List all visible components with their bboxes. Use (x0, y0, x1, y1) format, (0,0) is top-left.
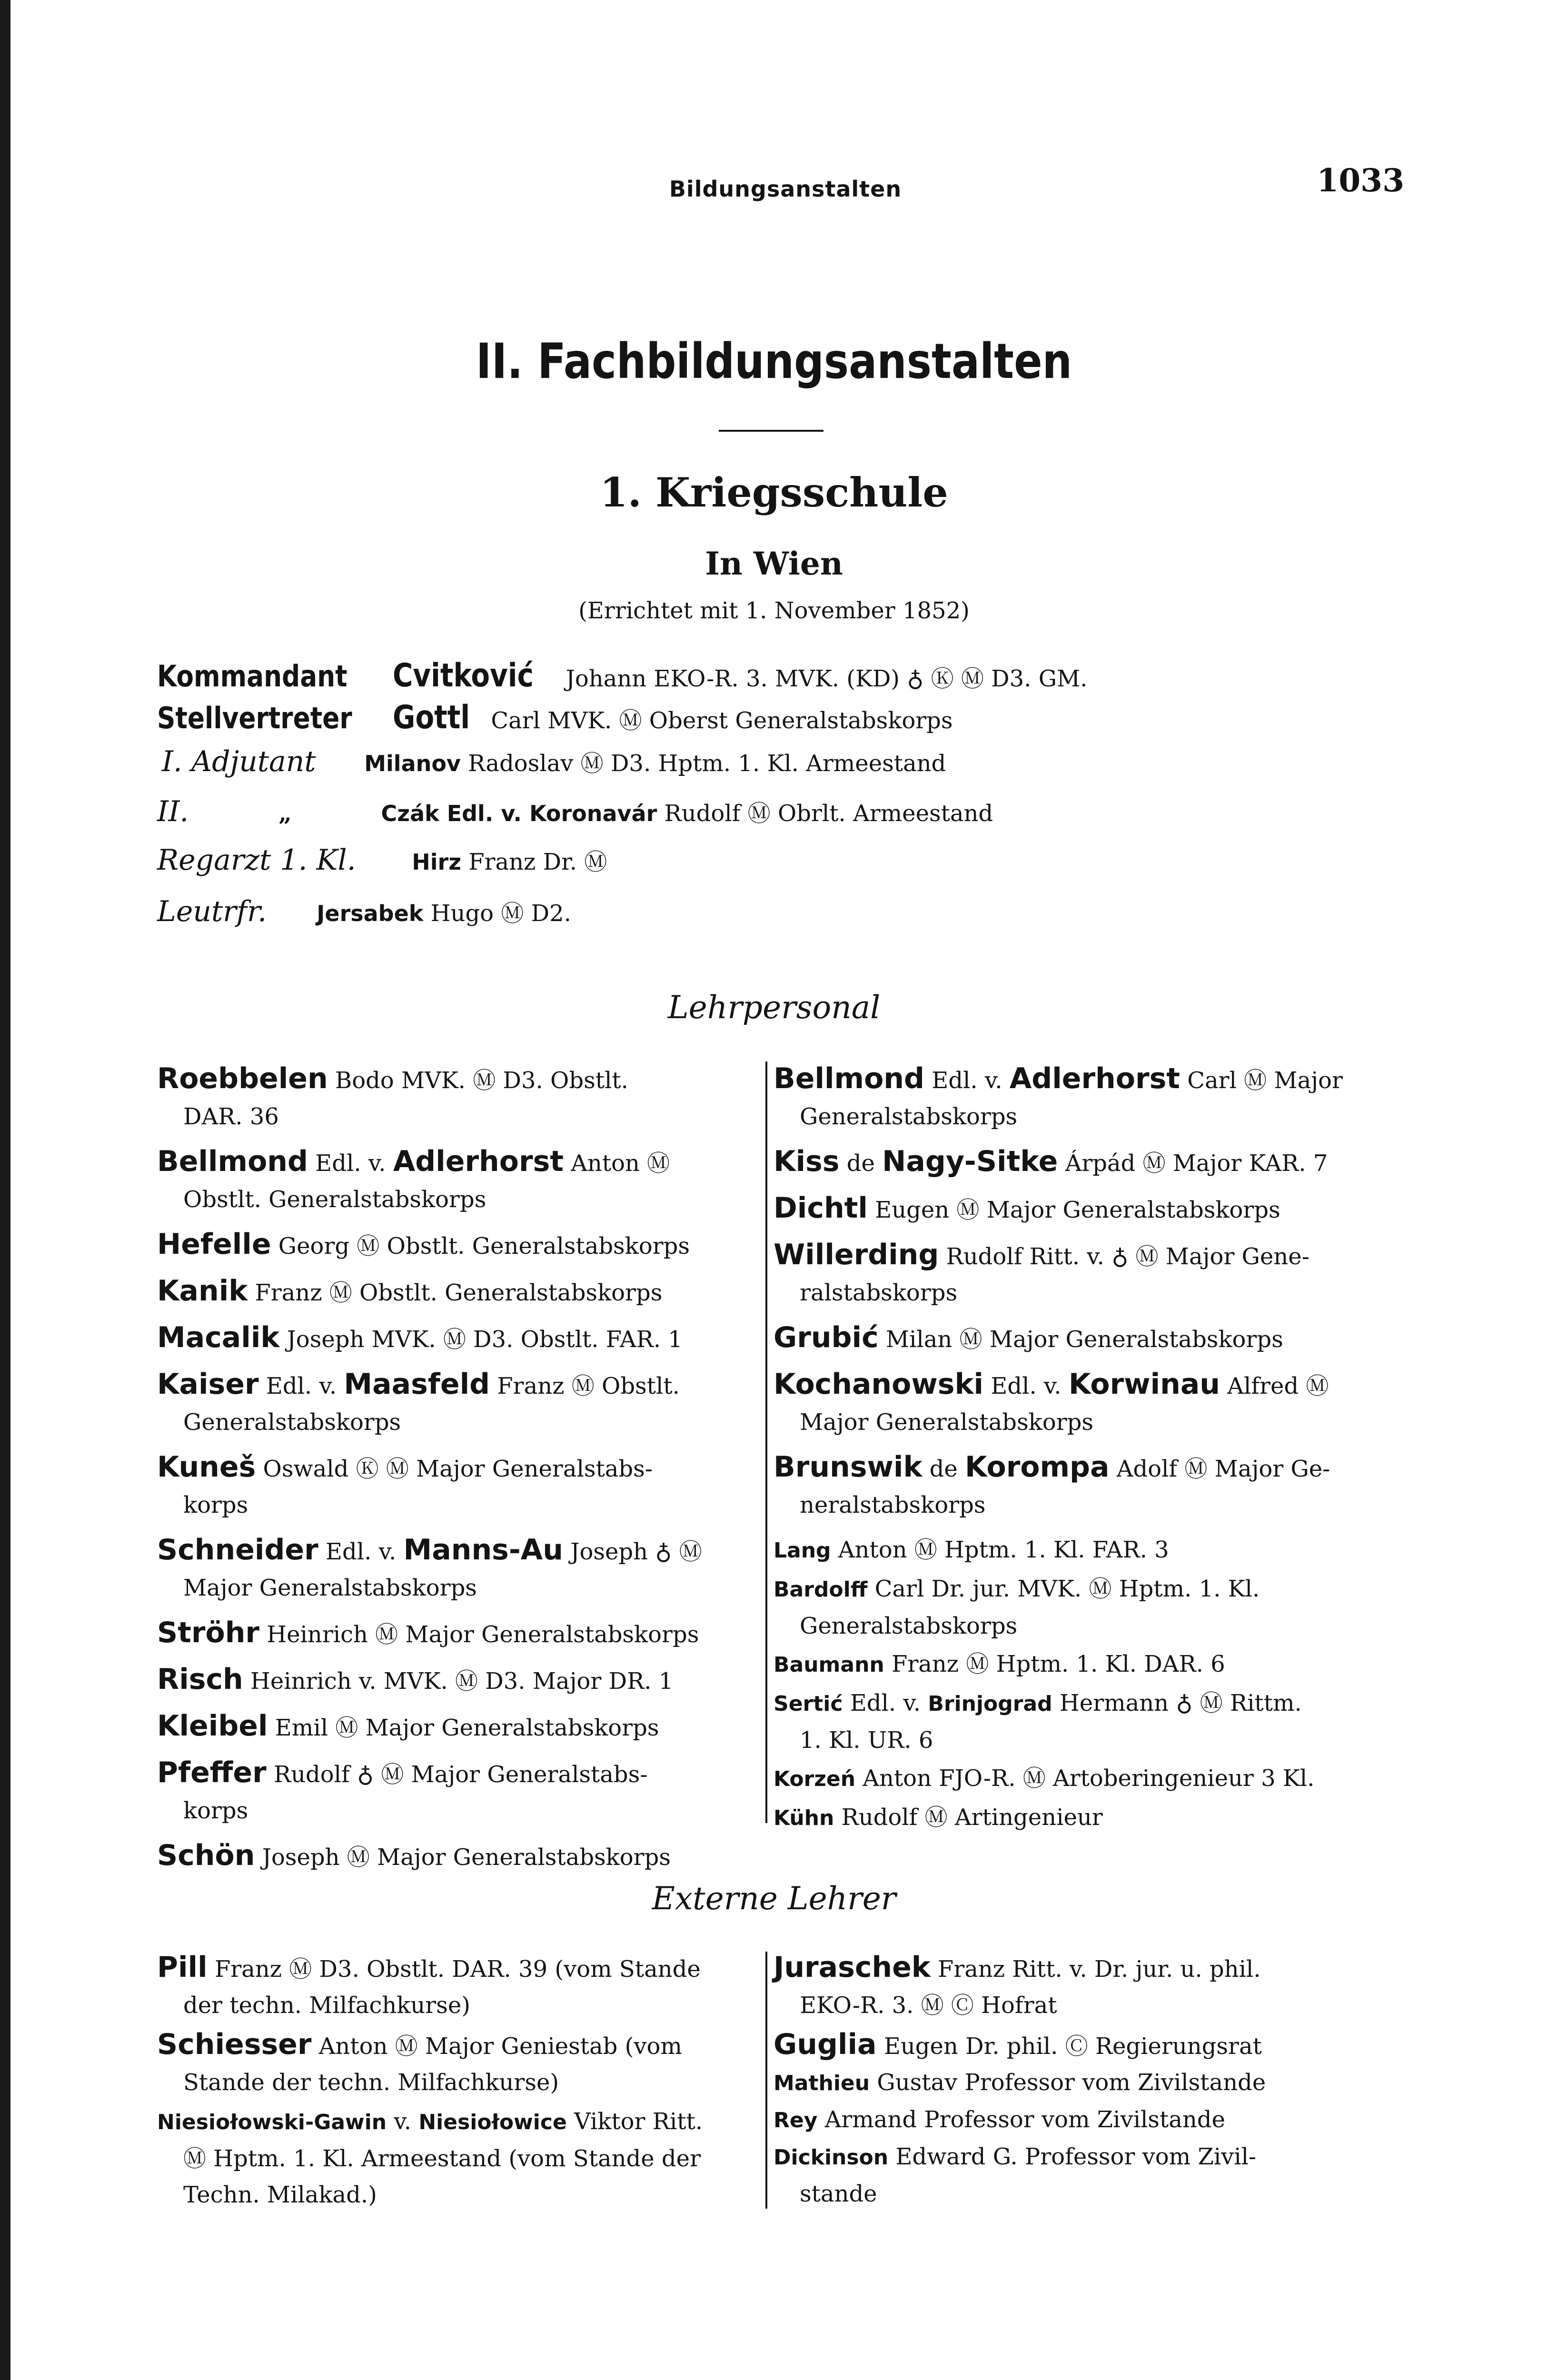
column-divider (765, 1061, 767, 1823)
entry-continuation: Obstlt. Generalstabskorps (183, 1186, 486, 1213)
list-item (157, 1755, 757, 1829)
list-item (774, 1532, 1397, 1569)
entry-text-2: Anton Ⓜ (571, 1150, 670, 1177)
staff-row-leutrfr (157, 895, 571, 938)
entry-name: Schneider (157, 1533, 318, 1567)
list-item (774, 1319, 1397, 1358)
entry-name: Kanik (157, 1274, 248, 1308)
entry-name: Schön (157, 1839, 255, 1872)
staff-name: Milanov (364, 751, 461, 776)
entry-name: Kochanowski (774, 1368, 983, 1401)
staff-role: I. Adjutant (162, 745, 316, 778)
entry-text: de (846, 1150, 875, 1177)
entry-continuation: stande (800, 2181, 877, 2207)
column-divider (765, 1952, 767, 2209)
entry-continuation: ralstabskorps (800, 1279, 958, 1306)
staff-details: Hugo Ⓜ D2. (430, 900, 571, 927)
list-item (157, 1837, 757, 1875)
list-item (157, 1708, 757, 1746)
entry-text: Bodo MVK. Ⓜ D3. Obstlt. (335, 1067, 628, 1094)
entry-name: Hefelle (157, 1228, 271, 1261)
entry-text: Franz Ⓜ D3. Obstlt. DAR. 39 (vom Stande (214, 1956, 701, 1983)
entry-name: Bellmond (157, 1145, 308, 1178)
entry-text-2: Franz Ⓜ Obstlt. (497, 1373, 680, 1399)
entry-name-2: Brinjograd (928, 1692, 1052, 1716)
entry-continuation: Major Generalstabskorps (800, 1409, 1093, 1436)
entry-text: Joseph Ⓜ Major Generalstabskorps (262, 1844, 671, 1871)
entry-text: Rudolf Ⓜ Artingenieur (841, 1804, 1103, 1831)
entry-text: Carl Dr. jur. MVK. Ⓜ Hptm. 1. Kl. (874, 1576, 1260, 1602)
scan-edge-left (0, 0, 10, 2380)
entry-text: Oswald Ⓚ Ⓜ Major Generalstabs- (263, 1456, 653, 1482)
entry-name: Dichtl (774, 1191, 868, 1225)
entry-continuation: der techn. Milfachkurse) (183, 1992, 470, 2019)
entry-text: Eugen Ⓜ Major Generalstabskorps (875, 1197, 1280, 1223)
entry-name: Risch (157, 1663, 243, 1696)
entry-text: Franz Ⓜ Obstlt. Generalstabskorps (255, 1279, 663, 1306)
externe-lehrer-heading: Externe Lehrer (652, 1880, 896, 1917)
list-item (774, 1061, 1397, 1135)
entry-continuation: korps (183, 1797, 248, 1824)
list-item (774, 1190, 1397, 1228)
entry-continuation: Ⓜ Hptm. 1. Kl. Armeestand (vom Stande der (183, 2145, 701, 2172)
entry-text-2: Adolf Ⓜ Major Ge- (1116, 1456, 1330, 1482)
entry-text: Milan Ⓜ Major Generalstabskorps (885, 1326, 1283, 1353)
entry-text: Gustav Professor vom Zivilstande (877, 2069, 1266, 2096)
entry-name: Dickinson (774, 2145, 889, 2170)
list-item (774, 1237, 1397, 1311)
running-head: Bildungsanstalten (669, 176, 902, 202)
entry-name-2: Niesiołowice (418, 2110, 567, 2134)
list-item (774, 1143, 1397, 1181)
entry-continuation: EKO-R. 3. Ⓜ Ⓒ Hofrat (800, 1992, 1057, 2019)
lehrpersonal-right-column (774, 1061, 1397, 1838)
list-item (157, 1532, 757, 1606)
list-item (774, 1646, 1397, 1683)
list-item (774, 1366, 1397, 1440)
entry-name-2: Adlerhorst (393, 1145, 564, 1178)
staff-row-adjutant-1 (162, 745, 946, 788)
entry-text: de (929, 1456, 958, 1482)
entry-name: Kiss (774, 1145, 840, 1178)
entry-name: Brunswik (774, 1450, 923, 1484)
entry-continuation: korps (183, 1492, 248, 1518)
entry-name: Rey (774, 2108, 818, 2132)
entry-text: Heinrich v. MVK. Ⓜ D3. Major DR. 1 (250, 1668, 674, 1695)
section-title: 1. Kriegsschule (600, 469, 948, 516)
entry-text: Franz Ⓜ Hptm. 1. Kl. DAR. 6 (892, 1651, 1225, 1677)
entry-text: Franz Ritt. v. Dr. jur. u. phil. (937, 1956, 1261, 1983)
list-item (157, 1143, 757, 1218)
entry-text: Edward G. Professor vom Zivil- (895, 2143, 1257, 2170)
list-item (774, 2064, 1397, 2102)
list-item (774, 1449, 1397, 1523)
entry-continuation: Generalstabskorps (183, 1409, 401, 1436)
entry-name: Roebbelen (157, 1062, 328, 1095)
entry-name: Grubić (774, 1321, 879, 1354)
page-number: 1033 (1317, 162, 1404, 199)
entry-text: Georg Ⓜ Obstlt. Generalstabskorps (278, 1233, 690, 1259)
list-item (157, 1319, 757, 1358)
entry-name: Korzeń (774, 1767, 856, 1791)
staff-details: Carl MVK. Ⓜ Oberst Generalstabskorps (491, 707, 953, 734)
staff-name: Cvitković (393, 657, 534, 694)
entry-text-2: Viktor Ritt. (574, 2108, 703, 2135)
entry-text-2: Joseph ♁ Ⓜ (570, 1538, 702, 1565)
ditto-mark: „ (278, 800, 292, 827)
list-item (157, 1273, 757, 1311)
entry-continuation: Major Generalstabskorps (183, 1575, 477, 1601)
entry-name: Willerding (774, 1238, 939, 1271)
entry-name: Ströhr (157, 1616, 260, 1649)
entry-text: Anton FJO-R. Ⓜ Artoberingenieur 3 Kl. (863, 1765, 1315, 1792)
entry-continuation: Generalstabskorps (800, 1613, 1018, 1639)
staff-role: Kommandant (157, 659, 347, 694)
entry-name: Pfeffer (157, 1756, 267, 1789)
entry-name: Kühn (774, 1806, 834, 1830)
entry-name: Niesiołowski-Gawin (157, 2110, 387, 2134)
entry-name-2: Nagy-Sitke (882, 1145, 1058, 1178)
entry-name: Sertić (774, 1692, 843, 1716)
list-item (774, 1760, 1397, 1797)
entry-text: Edl. v. (991, 1373, 1062, 1399)
staff-details: Johann EKO-R. 3. MVK. (KD) ♁ Ⓚ Ⓜ D3. GM. (566, 665, 1088, 692)
entry-name: Macalik (157, 1321, 280, 1354)
entry-continuation: 1. Kl. UR. 6 (800, 1727, 933, 1754)
staff-row-regarzt (157, 843, 607, 886)
entry-text: Eugen Dr. phil. Ⓒ Regierungsrat (883, 2033, 1262, 2060)
entry-name-2: Korompa (965, 1450, 1110, 1484)
list-item (157, 1661, 757, 1699)
section-location: In Wien (705, 545, 843, 582)
staff-name: Jersabek (317, 901, 424, 926)
list-item (774, 2139, 1397, 2212)
staff-name: Hirz (412, 849, 461, 875)
staff-role: II. (157, 795, 189, 828)
entry-continuation: DAR. 36 (183, 1103, 279, 1130)
staff-details: Franz Dr. Ⓜ (468, 849, 607, 875)
entry-text-2: Carl Ⓜ Major (1187, 1067, 1343, 1094)
entry-text: Anton Ⓜ Major Geniestab (vom (318, 2033, 682, 2060)
entry-name: Kuneš (157, 1450, 256, 1484)
entry-text: Armand Professor vom Zivilstande (824, 2106, 1225, 2133)
list-item (157, 2103, 757, 2213)
list-item (157, 1615, 757, 1653)
list-item (774, 2026, 1397, 2064)
entry-text-2: Hermann ♁ Ⓜ Rittm. (1059, 1690, 1302, 1716)
list-item (157, 1061, 757, 1135)
lehrpersonal-left-column (157, 1061, 757, 1884)
staff-role: Stellvertreter (157, 701, 352, 735)
entry-name: Bellmond (774, 1062, 924, 1095)
entry-text: v. (394, 2108, 412, 2135)
entry-name-2: Maasfeld (344, 1368, 490, 1401)
list-item (774, 2102, 1397, 2139)
staff-role: Leutrfr. (157, 895, 267, 928)
entry-continuation-2: Techn. Milakad.) (183, 2182, 377, 2208)
entry-name: Guglia (774, 2028, 877, 2061)
entry-text: Edl. v. (850, 1690, 921, 1716)
entry-continuation: neralstabskorps (800, 1492, 986, 1518)
externe-left-column (157, 1949, 757, 2221)
entry-text: Rudolf ♁ Ⓜ Major Generalstabs- (273, 1761, 648, 1788)
staff-name: Czák Edl. v. Koronavár (381, 801, 657, 826)
entry-name: Kleibel (157, 1709, 268, 1743)
staff-row-kommandant (157, 657, 1087, 700)
entry-text: Emil Ⓜ Major Generalstabskorps (275, 1715, 659, 1741)
entry-text: Edl. v. (932, 1067, 1002, 1094)
staff-role: Regarzt 1. Kl. (157, 843, 356, 877)
entry-name: Lang (774, 1538, 831, 1563)
entry-name: Baumann (774, 1653, 884, 1677)
list-item (157, 2026, 757, 2101)
entry-name: Pill (157, 1951, 208, 1984)
entry-text: Rudolf Ritt. v. ♁ Ⓜ Major Gene- (946, 1243, 1310, 1270)
entry-name-2: Manns-Au (403, 1533, 563, 1567)
entry-text: Edl. v. (325, 1538, 397, 1565)
staff-row-adjutant-2 (157, 795, 993, 838)
entry-text: Heinrich Ⓜ Major Generalstabskorps (267, 1621, 699, 1648)
externe-right-column (774, 1949, 1397, 2212)
entry-name: Mathieu (774, 2071, 870, 2095)
list-item (157, 1449, 757, 1523)
staff-details: Radoslav Ⓜ D3. Hptm. 1. Kl. Armeestand (468, 750, 946, 777)
section-founded: (Errichtet mit 1. November 1852) (578, 597, 970, 624)
entry-text: Joseph MVK. Ⓜ D3. Obstlt. FAR. 1 (287, 1326, 683, 1353)
list-item (157, 1366, 757, 1440)
staff-details: Rudolf Ⓜ Obrlt. Armeestand (664, 800, 993, 827)
entry-continuation: Stande der techn. Milfachkurse) (183, 2069, 559, 2096)
entry-text: Edl. v. (266, 1373, 337, 1399)
lehrpersonal-heading: Lehrpersonal (667, 989, 881, 1026)
entry-name: Kaiser (157, 1368, 259, 1401)
entry-name-2: Adlerhorst (1009, 1062, 1180, 1095)
entry-name: Schiesser (157, 2028, 312, 2061)
staff-row-stellvertreter (157, 699, 953, 742)
list-item (774, 1949, 1397, 2023)
list-item (774, 1799, 1397, 1836)
entry-name: Bardolff (774, 1577, 868, 1602)
staff-name: Gottl (393, 699, 470, 736)
entry-name-2: Korwinau (1068, 1368, 1220, 1401)
list-item (774, 1571, 1397, 1644)
entry-text-2: Alfred Ⓜ (1227, 1373, 1329, 1399)
title-rule (719, 430, 824, 432)
entry-text: Edl. v. (315, 1150, 386, 1177)
entry-text: Anton Ⓜ Hptm. 1. Kl. FAR. 3 (838, 1537, 1169, 1563)
list-item (157, 1226, 757, 1264)
list-item (157, 1949, 757, 2023)
part-title: II. Fachbildungsanstalten (476, 333, 1072, 390)
list-item (774, 1685, 1397, 1758)
entry-name: Juraschek (774, 1951, 931, 1984)
entry-text-2: Árpád Ⓜ Major KAR. 7 (1065, 1150, 1328, 1177)
entry-continuation: Generalstabskorps (800, 1103, 1018, 1130)
